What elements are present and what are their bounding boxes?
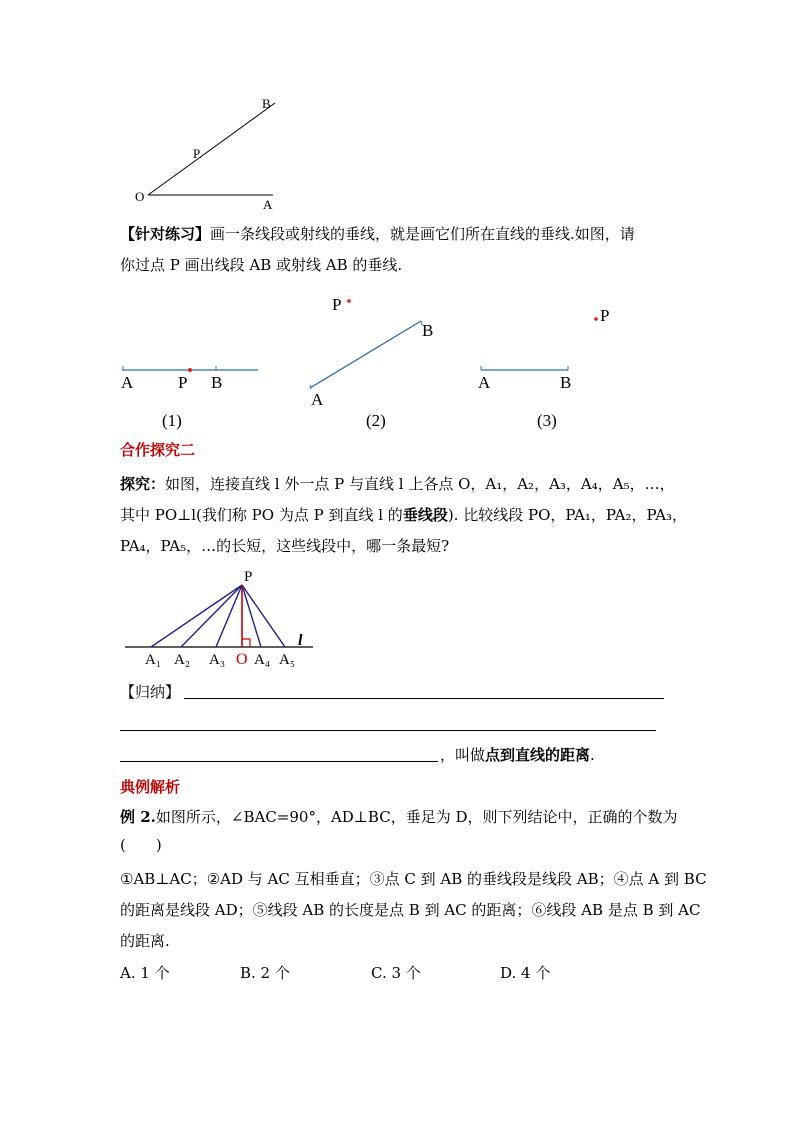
- figure-1: [121, 366, 258, 430]
- figure-3: [478, 306, 609, 430]
- fan-label-l: l: [298, 632, 303, 649]
- explore-line-2: 其中 PO⊥l(我们称 PO 为点 P 到直线 l 的垂线段). 比较线段 PO，PA₁，PA₂，PA₃，: [120, 506, 688, 524]
- fan-figure: [115, 565, 325, 670]
- fig3-caption: (3): [537, 411, 557, 430]
- fig1-label-b: B: [211, 373, 223, 392]
- fig1-label-a: A: [121, 373, 134, 392]
- segment-pa2: [181, 585, 242, 647]
- fig1-label-p: P: [178, 373, 188, 392]
- summary-tag: 【归纳】: [120, 683, 181, 701]
- fan-label-a4: A₄: [254, 652, 271, 668]
- angle-figure: [120, 90, 300, 215]
- fig2-label-p: P: [332, 295, 342, 314]
- right-angle-mark: [242, 639, 250, 647]
- label-p: P.: [193, 146, 203, 161]
- option-c[interactable]: C. 3 个: [371, 964, 421, 982]
- explore-label: 探究：: [120, 475, 166, 493]
- explore-line-3: PA₄，PA₅，…的长短，这些线段中，哪一条最短?: [120, 537, 450, 555]
- fig3-label-b: B: [560, 373, 572, 392]
- fan-label-a3: A₃: [209, 652, 226, 668]
- fan-label-a2: A₂: [174, 652, 191, 668]
- option-b[interactable]: B. 2 个: [240, 964, 290, 982]
- summary-blank-1[interactable]: [184, 698, 664, 699]
- fig2-caption: (2): [366, 411, 386, 430]
- three-figures: [110, 290, 650, 435]
- example-heading: 典例解析: [120, 778, 181, 796]
- fig2-segment: [310, 321, 421, 388]
- practice-tag: 【针对练习】: [120, 225, 211, 243]
- segment-pa5: [242, 585, 285, 647]
- example-statements-3: 的距离.: [120, 932, 170, 950]
- summary-blank-2[interactable]: [120, 730, 656, 731]
- summary-blank-3[interactable]: [120, 761, 438, 762]
- example-statements-1: ①AB⊥AC；②AD 与 AC 互相垂直；③点 C 到 AB 的垂线段是线段 AB；④点 A 到 BC: [120, 870, 707, 888]
- label-b: B: [262, 96, 271, 111]
- fig3-label-p: P: [600, 306, 610, 325]
- example-statements-2: 的距离是线段 AD；⑤线段 AB 的长度是点 B 到 AC 的距离；⑥线段 AB 是点 B 到 AC: [120, 901, 701, 919]
- fan-label-a5: A₅: [279, 652, 296, 668]
- fan-label-a1: A₁: [145, 652, 162, 668]
- practice-line-2: 你过点 P 画出线段 AB 或射线 AB 的垂线.: [120, 256, 403, 274]
- label-o: O: [135, 189, 145, 204]
- segment-pa4: [242, 585, 261, 647]
- label-a: A: [263, 197, 273, 212]
- fig2-label-b: B: [422, 321, 434, 340]
- fig3-point-p: [594, 317, 598, 321]
- figure-2: [310, 295, 433, 430]
- summary-tail: ，叫做点到直线的距离.: [440, 746, 595, 764]
- ray-ob: [148, 103, 275, 195]
- example-label: 例 2.: [120, 808, 156, 826]
- fig2-label-a: A: [311, 390, 324, 409]
- fig3-label-a: A: [478, 373, 491, 392]
- fig2-point-p: [347, 299, 351, 303]
- fig1-point-p: [188, 368, 192, 372]
- explore-line-1: 探究：如图，连接直线 l 外一点 P 与直线 l 上各点 O，A₁，A₂，A₃，A₄，A₅，…，: [120, 475, 675, 493]
- fig2-tick-a: [310, 385, 311, 389]
- option-a[interactable]: A. 1 个: [120, 964, 170, 982]
- fig1-caption: (1): [162, 411, 182, 430]
- fan-label-p: P: [244, 569, 253, 585]
- section2-heading: 合作探究二: [120, 441, 196, 459]
- example-question-line-1: 例 2.如图所示，∠BAC=90°，AD⊥BC，垂足为 D，则下列结论中，正确的个数为: [120, 808, 678, 826]
- practice-line-1: 【针对练习】画一条线段或射线的垂线，就是画它们所在直线的垂线.如图，请: [120, 225, 635, 243]
- fan-label-o: O: [236, 651, 248, 668]
- option-d[interactable]: D. 4 个: [500, 964, 551, 982]
- summary-line-1: [120, 685, 180, 700]
- example-question-paren: ( ): [120, 836, 162, 854]
